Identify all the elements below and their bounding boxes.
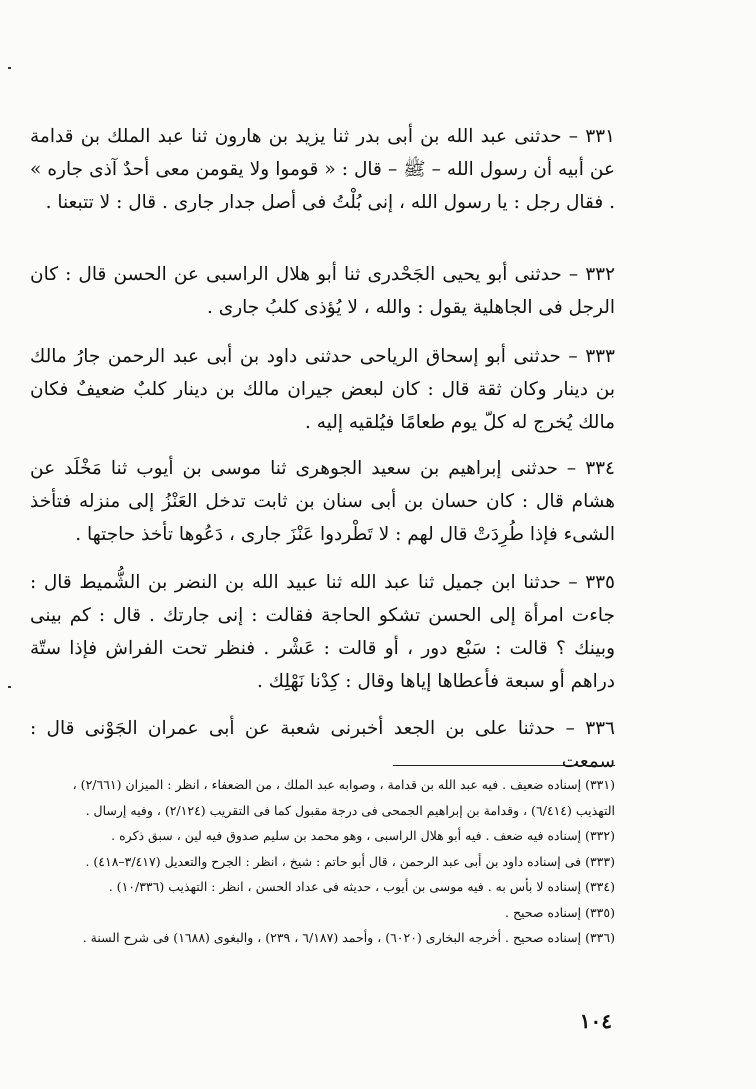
hadith-text: ٣٣٤ – حدثنى إبراهيم بن سعيد الجوهرى ثنا موسى بن أيوب ثنا مَخْلَد عن هشام قال : كان حسان بن أبى سنان بن ثابت تدخل العَنْزُ إلى منزله فتأخذ الشىء فإذا طُرِدَتْ قال لهم : لا تَطْردوا عَنْزَ جارى ، دَعُوها تأخذ حاجتها . [30, 458, 615, 545]
page-number: ١٠٤ [579, 1009, 612, 1033]
hadith-331 [30, 120, 615, 256]
footnote-332: (٣٣٢) إسناده فيه ضعف . فيه أبو هلال الراسبى ، وهو محمد بن سليم صدوق فيه لين ، سبق ذكره . [111, 828, 615, 843]
footnote-333: (٣٣٣) فى إسناده داود بن أبى عبد الرحمن ، قال أبو حاتم : شيخ ، انظر : الجرح والتعديل (٣/٤١٧–٤١٨) . [85, 853, 615, 869]
hadith-333 [30, 340, 615, 442]
hadith-334 [30, 452, 615, 554]
margin-mark [8, 67, 11, 69]
hadith-text: ٣٣١ – حدثنى عبد الله بن أبى بدر ثنا يزيد بن هارون ثنا عبد الملك بن قدامة عن أبيه أن رسول الله – ﷺ – قال : « قوموا ولا يقومن معى أحدٌ آذى جاره » . فقال رجل : يا رسول الله ، إنى بُلْتُ فى أصل جدار جارى . قال : لا تتبعنا . [30, 126, 615, 213]
hadith-text: ٣٣٥ – حدثنا ابن جميل ثنا عبد الله ثنا عبيد الله بن النضر بن الشُّميط قال : جاءت امرأة إلى الحسن تشكو الحاجة فقالت : إنى جارتك . قال : كم بينى وبينك ؟ قالت : سَبْع دور ، أو قالت : عَشْر . فنظر تحت الفراش فإذا ستّة دراهم أو سبعة فأعطاها إياها وقال : كِدْنا نَهْلِك . [30, 572, 615, 692]
footnote-335: (٣٣٥) إسناده صحيح . [505, 904, 615, 920]
margin-mark [8, 686, 11, 688]
hadith-336 [30, 712, 615, 772]
footnote-334: (٣٣٤) إسناده لا بأس به . فيه موسى بن أيوب ، حديثه فى عداد الحسن ، انظر : التهذيب (١٠/٣٣٦) . [108, 879, 615, 894]
footnotes [30, 772, 615, 951]
footnote-divider [393, 765, 615, 766]
footnote-336: (٣٣٦) إسناده صحيح . أخرجه البخارى (٦٠٢٠) ، وأحمد (٦/١٨٧ ، ٢٣٩) ، والبغوى (١٦٨٨) فى شرح السنة . [82, 930, 615, 945]
hadith-text: ٣٣٣ – حدثنى أبو إسحاق الرياحى حدثنى داود بن أبى عبد الرحمن جارُ مالك بن دينار وكان ثقة قال : كان لبعض جيران مالك بن دينار كلبٌ ضعيفٌ فكان مالك يُخرج له كلّ يوم طعامًا فيُلقيه إليه . [30, 346, 615, 433]
hadith-text: ٣٣٢ – حدثنى أبو يحيى الجَحْدرى ثنا أبو هلال الراسبى عن الحسن قال : كان الرجل فى الجاهلية يقول : والله ، لا يُؤذى كلبُ جارى . [30, 264, 615, 318]
hadith-text: ٣٣٦ – حدثنا على بن الجعد أخبرنى شعبة عن أبى عمران الجَوْنى قال : سمعت [30, 718, 615, 772]
hadith-332 [30, 258, 615, 328]
hadith-335 [30, 566, 615, 702]
footnote-331: (٣٣١) إسناده ضعيف . فيه عبد الله بن قدامة ، وصوابه عبد الملك ، من الضعفاء ، انظر : الميزان (٢/٦٦١) ، التهذيب (٦/٤١٤) ، وقدامة بن إبراهيم الجمحى فى درجة مقبول كما فى التقريب (٢/١٢٤) ، وفيه إرسال . [72, 777, 615, 818]
